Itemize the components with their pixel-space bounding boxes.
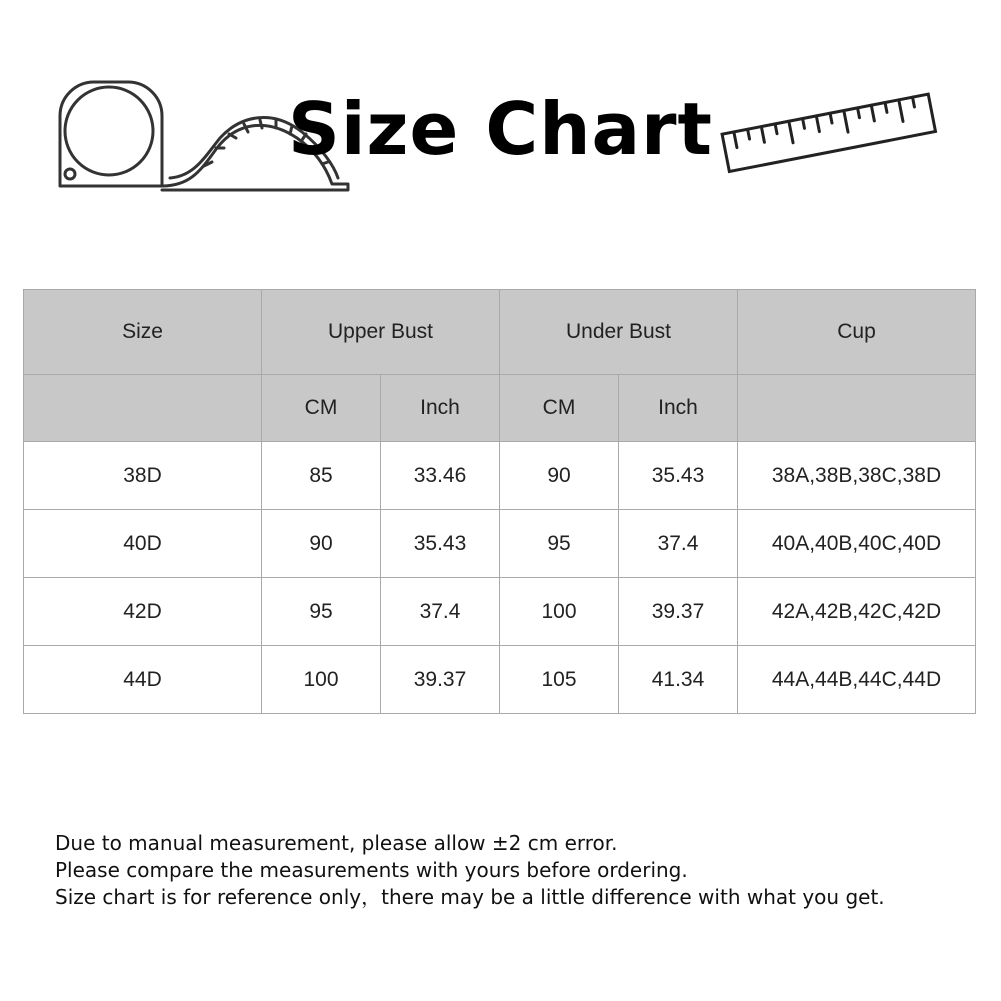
cell-cup: 38A,38B,38C,38D: [738, 442, 976, 510]
table-sub-header-row: [24, 375, 976, 442]
note-line: Please compare the measurements with yours before ordering.: [55, 858, 688, 882]
cell-size: 38D: [24, 442, 262, 510]
header: [0, 0, 1001, 240]
subheader-upper-cm: CM: [262, 375, 381, 442]
cell-under-cm: 100: [500, 578, 619, 646]
cell-cup: 44A,44B,44C,44D: [738, 646, 976, 714]
cell-under-inch: 37.4: [619, 510, 738, 578]
cell-under-inch: 41.34: [619, 646, 738, 714]
subheader-under-inch: Inch: [619, 375, 738, 442]
cell-upper-cm: 100: [262, 646, 381, 714]
note-line: Due to manual measurement, please allow ±2 cm error.: [55, 831, 618, 855]
table-row: [24, 510, 976, 578]
cell-upper-inch: 39.37: [381, 646, 500, 714]
subheader-under-cm: CM: [500, 375, 619, 442]
table-row: [24, 646, 976, 714]
header-upper-bust: Upper Bust: [262, 290, 500, 375]
subheader-empty: [24, 375, 262, 442]
header-under-bust: Under Bust: [500, 290, 738, 375]
cell-cup: 42A,42B,42C,42D: [738, 578, 976, 646]
page-title: Size Chart: [288, 87, 713, 171]
cell-upper-inch: 37.4: [381, 578, 500, 646]
cell-upper-cm: 90: [262, 510, 381, 578]
cell-under-inch: 39.37: [619, 578, 738, 646]
subheader-upper-inch: Inch: [381, 375, 500, 442]
header-size: Size: [24, 290, 262, 375]
cell-under-cm: 90: [500, 442, 619, 510]
cell-under-cm: 105: [500, 646, 619, 714]
header-cup: Cup: [738, 290, 976, 375]
cell-size: 40D: [24, 510, 262, 578]
subheader-empty: [738, 375, 976, 442]
cell-under-cm: 95: [500, 510, 619, 578]
table-row: [24, 442, 976, 510]
cell-cup: 40A,40B,40C,40D: [738, 510, 976, 578]
cell-upper-inch: 33.46: [381, 442, 500, 510]
table-group-header-row: [24, 290, 976, 375]
size-table: [23, 289, 976, 714]
note-line: Size chart is for reference only，there may be a little difference with what you get.: [55, 885, 885, 909]
table-row: [24, 578, 976, 646]
cell-size: 42D: [24, 578, 262, 646]
ruler-icon: [718, 84, 943, 184]
cell-upper-cm: 95: [262, 578, 381, 646]
cell-size: 44D: [24, 646, 262, 714]
cell-under-inch: 35.43: [619, 442, 738, 510]
cell-upper-inch: 35.43: [381, 510, 500, 578]
cell-upper-cm: 85: [262, 442, 381, 510]
notes: [55, 830, 985, 911]
